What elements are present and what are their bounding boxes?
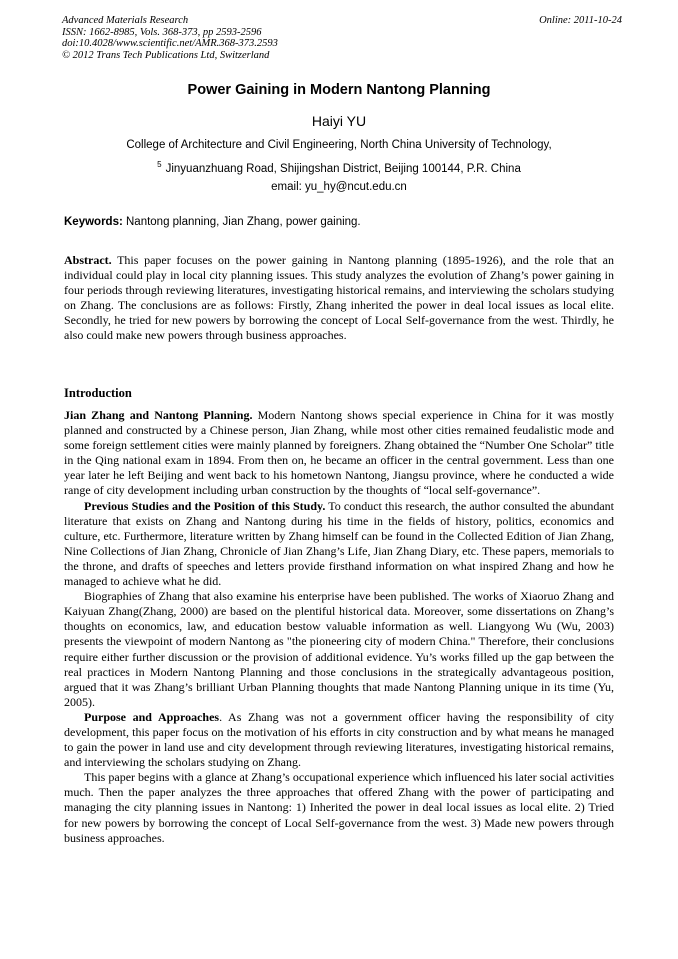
intro-p4-label: Purpose and Approaches [84, 709, 220, 724]
affiliation-superscript: 5 [157, 160, 162, 169]
affiliation-address: Jinyuanzhuang Road, Shijingshan District, Beijing 100144, P.R. China [165, 163, 521, 175]
intro-paragraph-2 [64, 499, 614, 590]
affiliation-line-1: College of Architecture and Civil Engineering, North China University of Technology, [126, 139, 552, 151]
introduction-body [64, 408, 614, 846]
intro-p1-label: Jian Zhang and Nantong Planning. [64, 408, 253, 422]
author-name: Haiyi YU [311, 113, 367, 129]
intro-p2-text: To conduct this research, the author consulted the abundant literature that exists on Zhang and Nantong during his time in the fields of history, politics, economics and culture, etc. Furthermore, literature written by Zhang himself can be found in the Collected Edition of Jian Zhang, Nine Collections of Jian Zhang, Chronicle of Jian Zhang’s Life, Jian Zhang Diary, etc. These papers, memorials to the throne, and drafts of speeches and letters provide firsthand information on what inspired Zhang and how he managed to achieve what he did. [64, 498, 614, 589]
paper-title: Power Gaining in Modern Nantong Planning [187, 82, 491, 98]
abstract-text: This paper focuses on the power gaining in Nantong planning (1895-1926), and the role that an individual could play in local city planning issues. This study analyzes the evolution of Zhang’s power gaining in four periods through reviewing literatures, investigating historical remains, and interviewing the scholars studying on Zhang. The conclusions are as follows: Firstly, Zhang inherited the power in deal local issues as local elite. Secondly, he tried for new powers by borrowing the concept of Local Self-governance from the west. Thirdly, he also could make new powers through business approaches. [64, 253, 614, 343]
issn-line: ISSN: 1662-8985, Vols. 368-373, pp 2593-2596 [62, 26, 262, 38]
doi-line: doi:10.4028/www.scientific.net/AMR.368-373.2593 [62, 38, 278, 49]
abstract-label: Abstract. [64, 253, 112, 267]
keywords-label: Keywords: [64, 216, 123, 228]
author-email: email: yu_hy@ncut.edu.cn [271, 181, 407, 193]
intro-paragraph-3: Biographies of Zhang that also examine his enterprise have been published. The works of Xiaoruo Zhang and Kaiyuan Zhang(Zhang, 2000) are based on the plentiful historical data. Moreover, some dissertations on Zhang’s thoughts on economics, law, and education bestow valuable information as well. Liangyong Wu (Wu, 2003) presents the viewpoint of modern Nantong as "the pioneering city of modern China." Therefore, their conclusions require either further discussion or the provision of additional evidence. Yu’s works filled up the gap between the real practices in Modern Nantong Planning and those conclusions in the strategically advantageous position, argued that it was Zhang’s brilliant Urban Planning thoughts that made Nantong Planning unique in its time (Yu, 2005). [64, 589, 614, 709]
abstract [64, 253, 614, 344]
journal-name: Advanced Materials Research [62, 15, 189, 26]
keywords-text: Nantong planning, Jian Zhang, power gaining. [122, 216, 361, 228]
intro-paragraph-4 [64, 710, 614, 770]
copyright-line: © 2012 Trans Tech Publications Ltd, Switzerland [62, 49, 270, 61]
intro-p2-label: Previous Studies and the Position of this Study. [84, 498, 326, 513]
intro-paragraph-1 [64, 408, 614, 499]
journal-header [62, 15, 622, 61]
intro-p4-text: . As Zhang was not a government officer having the responsibility of city development, this paper focus on the motivation of his efforts in city construction and by what means he managed to gain the power in land use and city development through reviewing literatures, investigating historical remains, and interviewing the scholars studying on Zhang. [64, 709, 615, 770]
intro-p1-text: Modern Nantong shows special experience in China for it was mostly planned and constructed by a Chinese person, Jian Zhang, while most other cities remained feudalistic mode and some foreign settlement cities were mainly planned by foreigners. Zhang obtained the “Number One Scholar” title in the Qing national exam in 1894. From then on, he became an officer in the central government. Less than one year later he left Beijing and went back to his hometown Nantong, Jiangsu province, where he conducted a wide range of city development including urban construction by the thoughts of “local self-governance”. [64, 408, 614, 498]
online-date: Online: 2011-10-24 [539, 15, 622, 26]
introduction-heading: Introduction [64, 386, 132, 400]
affiliation-line-2 [0, 160, 678, 175]
keywords [64, 216, 361, 228]
intro-paragraph-5: This paper begins with a glance at Zhang’s occupational experience which influenced his later social activities much. Then the paper analyzes the three approaches that offered Zhang with the power of participating and managing the city planning issues in Nantong: 1) Inherited the power in deal local issues as local elite. 2) Tried for new powers by borrowing the concept of Local Self-governance from the west. 3) Made new powers through business approaches. [64, 770, 614, 845]
